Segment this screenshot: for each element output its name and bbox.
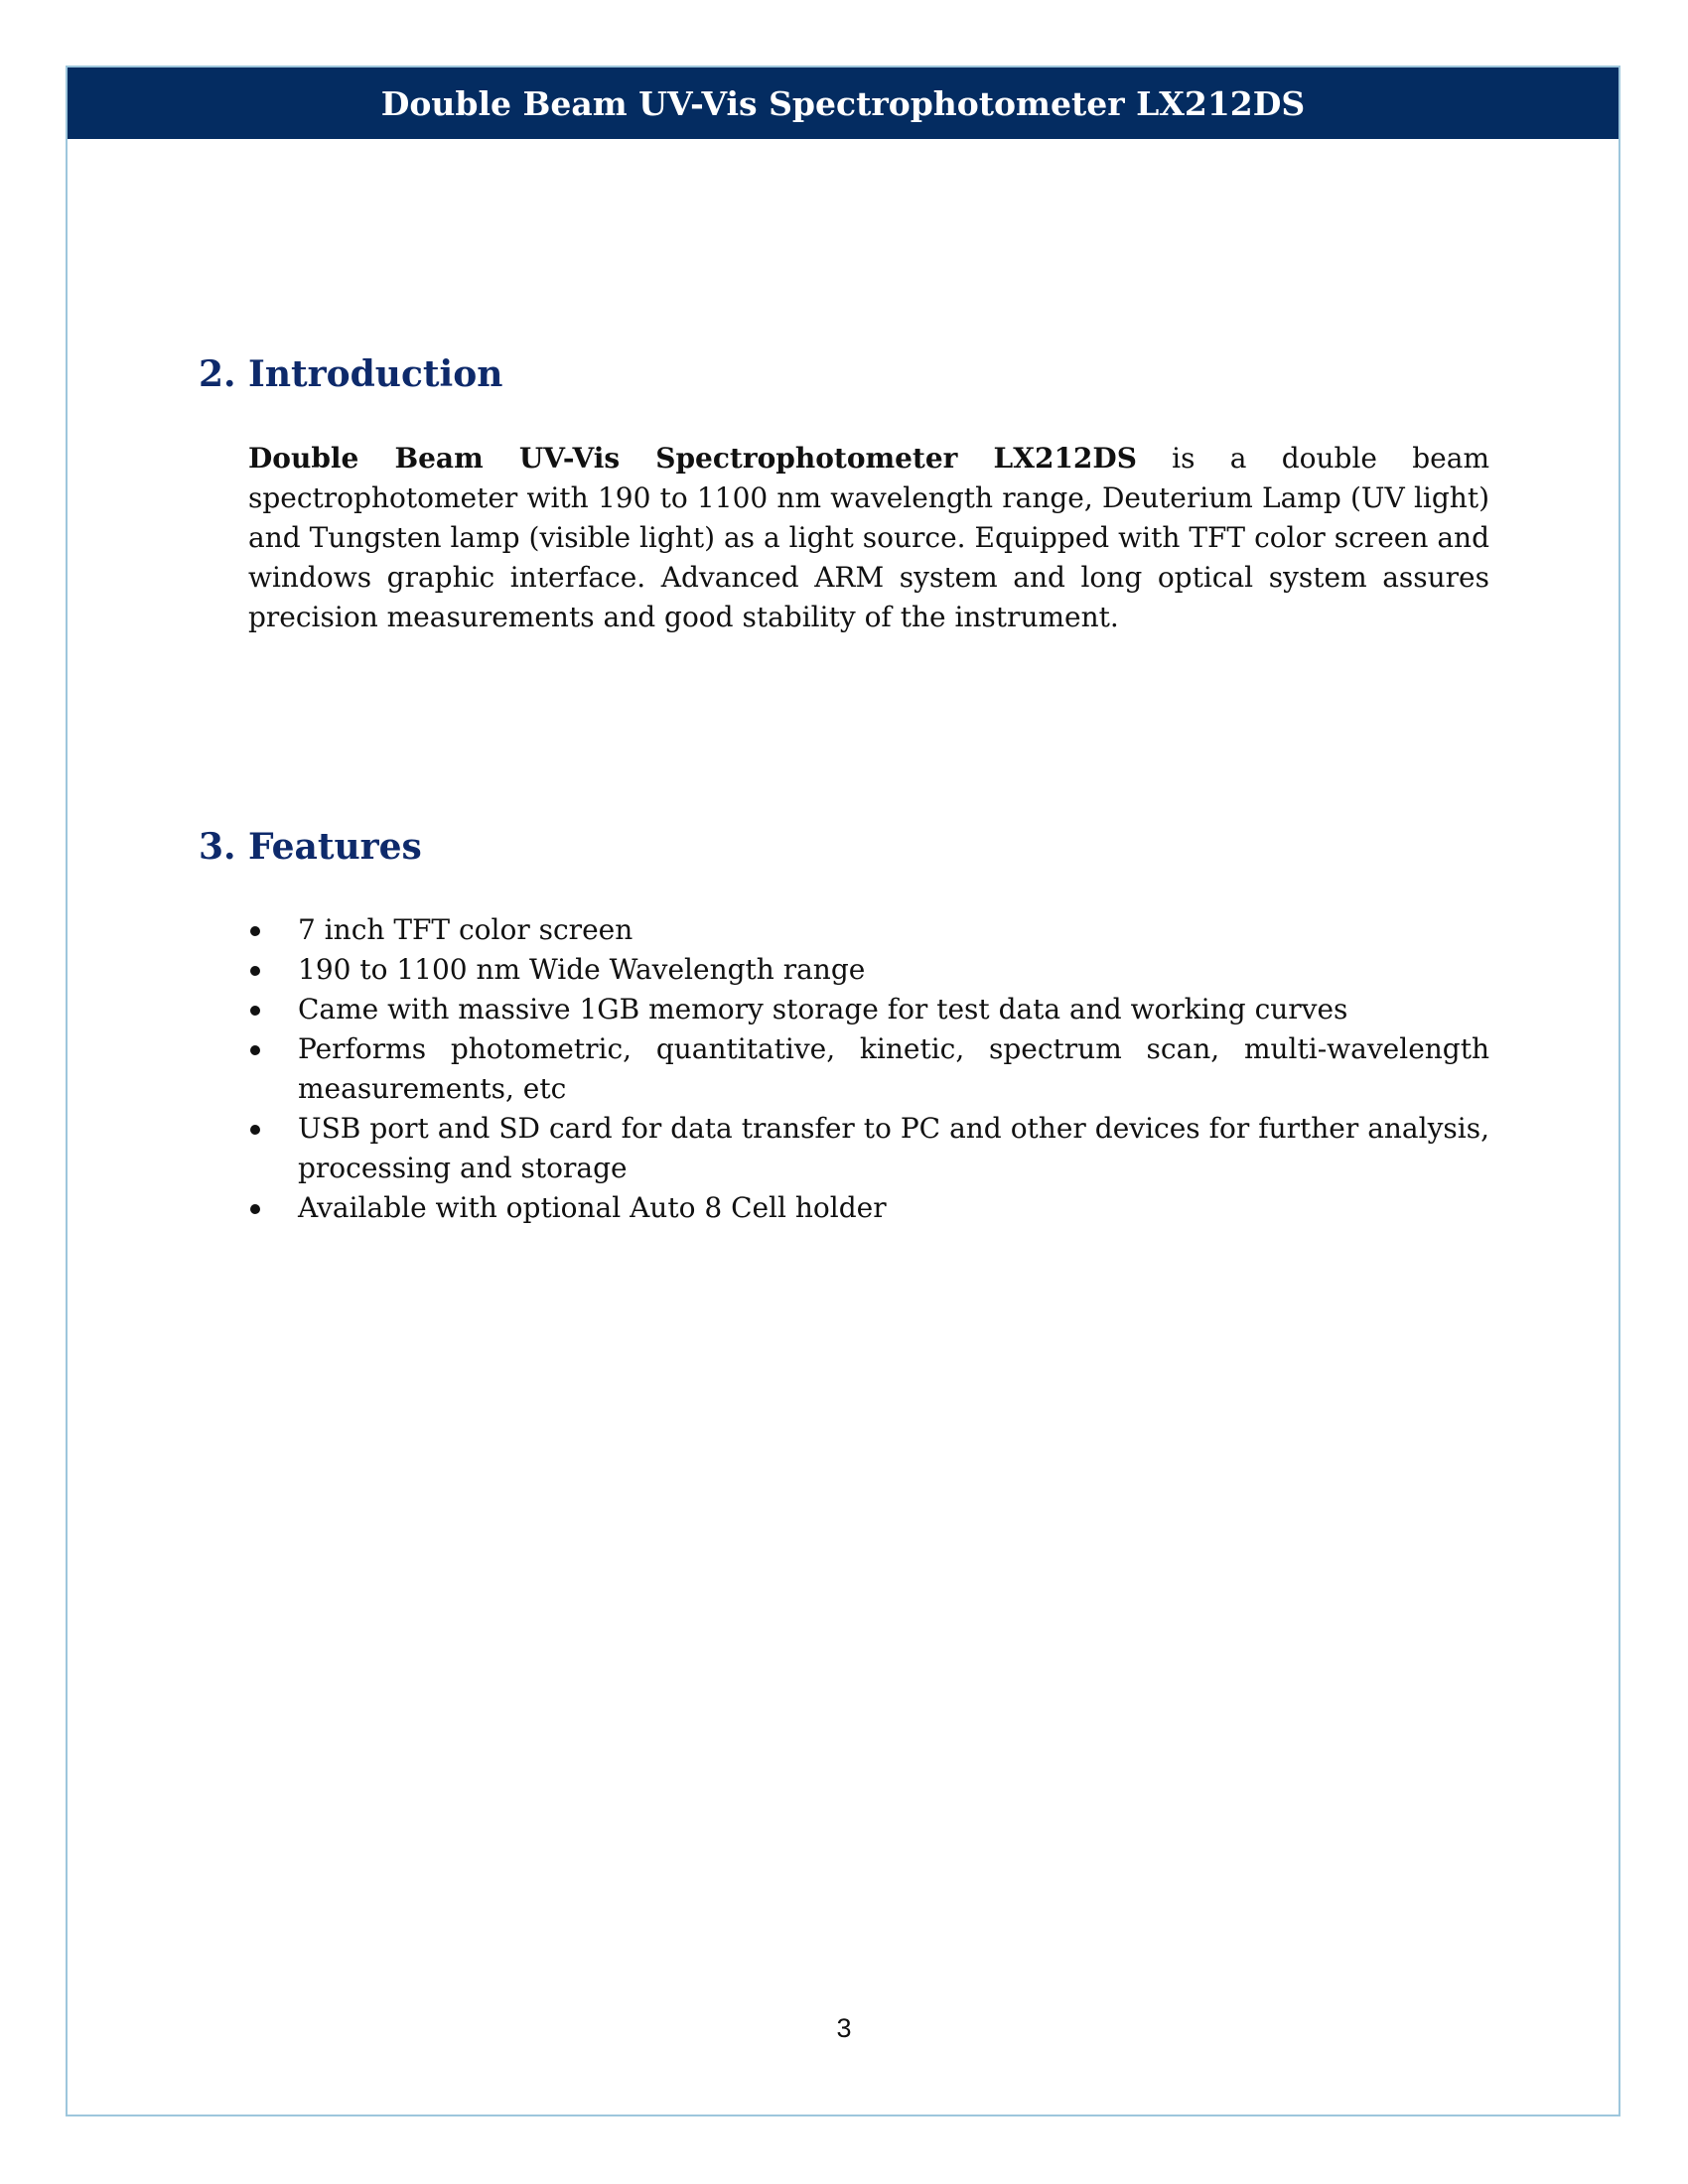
introduction-heading	[199, 353, 502, 395]
list-item	[248, 910, 1489, 950]
introduction-paragraph	[248, 439, 1489, 637]
list-item	[248, 990, 1489, 1029]
feature-text: Performs photometric, quantitative, kinetic, spectrum scan, multi-wavelength measurements, etc	[298, 1032, 1489, 1105]
features-heading	[199, 826, 422, 868]
list-item	[248, 1029, 1489, 1109]
feature-text: Came with massive 1GB memory storage for test data and working curves	[298, 993, 1348, 1025]
product-name: Double Beam UV-Vis Spectrophotometer LX212DS	[248, 442, 1137, 475]
list-item	[248, 950, 1489, 990]
features-number: 3.	[199, 826, 236, 868]
page-number: 3	[836, 2013, 852, 2043]
feature-text: Available with optional Auto 8 Cell holder	[298, 1191, 887, 1224]
introduction-number: 2.	[199, 353, 236, 395]
bullet-icon	[250, 926, 260, 936]
features-title: Features	[248, 826, 422, 868]
bullet-icon	[250, 1045, 260, 1055]
feature-text: 7 inch TFT color screen	[298, 913, 633, 946]
introduction-body: is a double beam spectrophotometer with 190 to 1100 nm wavelength range, Deuterium Lamp (UV light) and Tungsten lamp (visible light) as a light source. Equipped with TFT color screen and windows graphic interface. Advanced ARM system and long optical system assures precision measurements and good stability of the instrument.	[248, 442, 1489, 633]
feature-text: 190 to 1100 nm Wide Wavelength range	[298, 953, 866, 986]
features-list	[248, 910, 1489, 1228]
list-item	[248, 1109, 1489, 1188]
document-title: Double Beam UV-Vis Spectrophotometer LX212DS	[380, 83, 1306, 123]
list-item	[248, 1188, 1489, 1228]
bullet-icon	[250, 1125, 260, 1135]
bullet-icon	[250, 966, 260, 976]
introduction-title: Introduction	[248, 353, 503, 395]
header-banner	[68, 68, 1618, 139]
bullet-icon	[250, 1204, 260, 1214]
bullet-icon	[250, 1006, 260, 1016]
feature-text: USB port and SD card for data transfer to PC and other devices for further analysis, processing and storage	[298, 1112, 1489, 1184]
